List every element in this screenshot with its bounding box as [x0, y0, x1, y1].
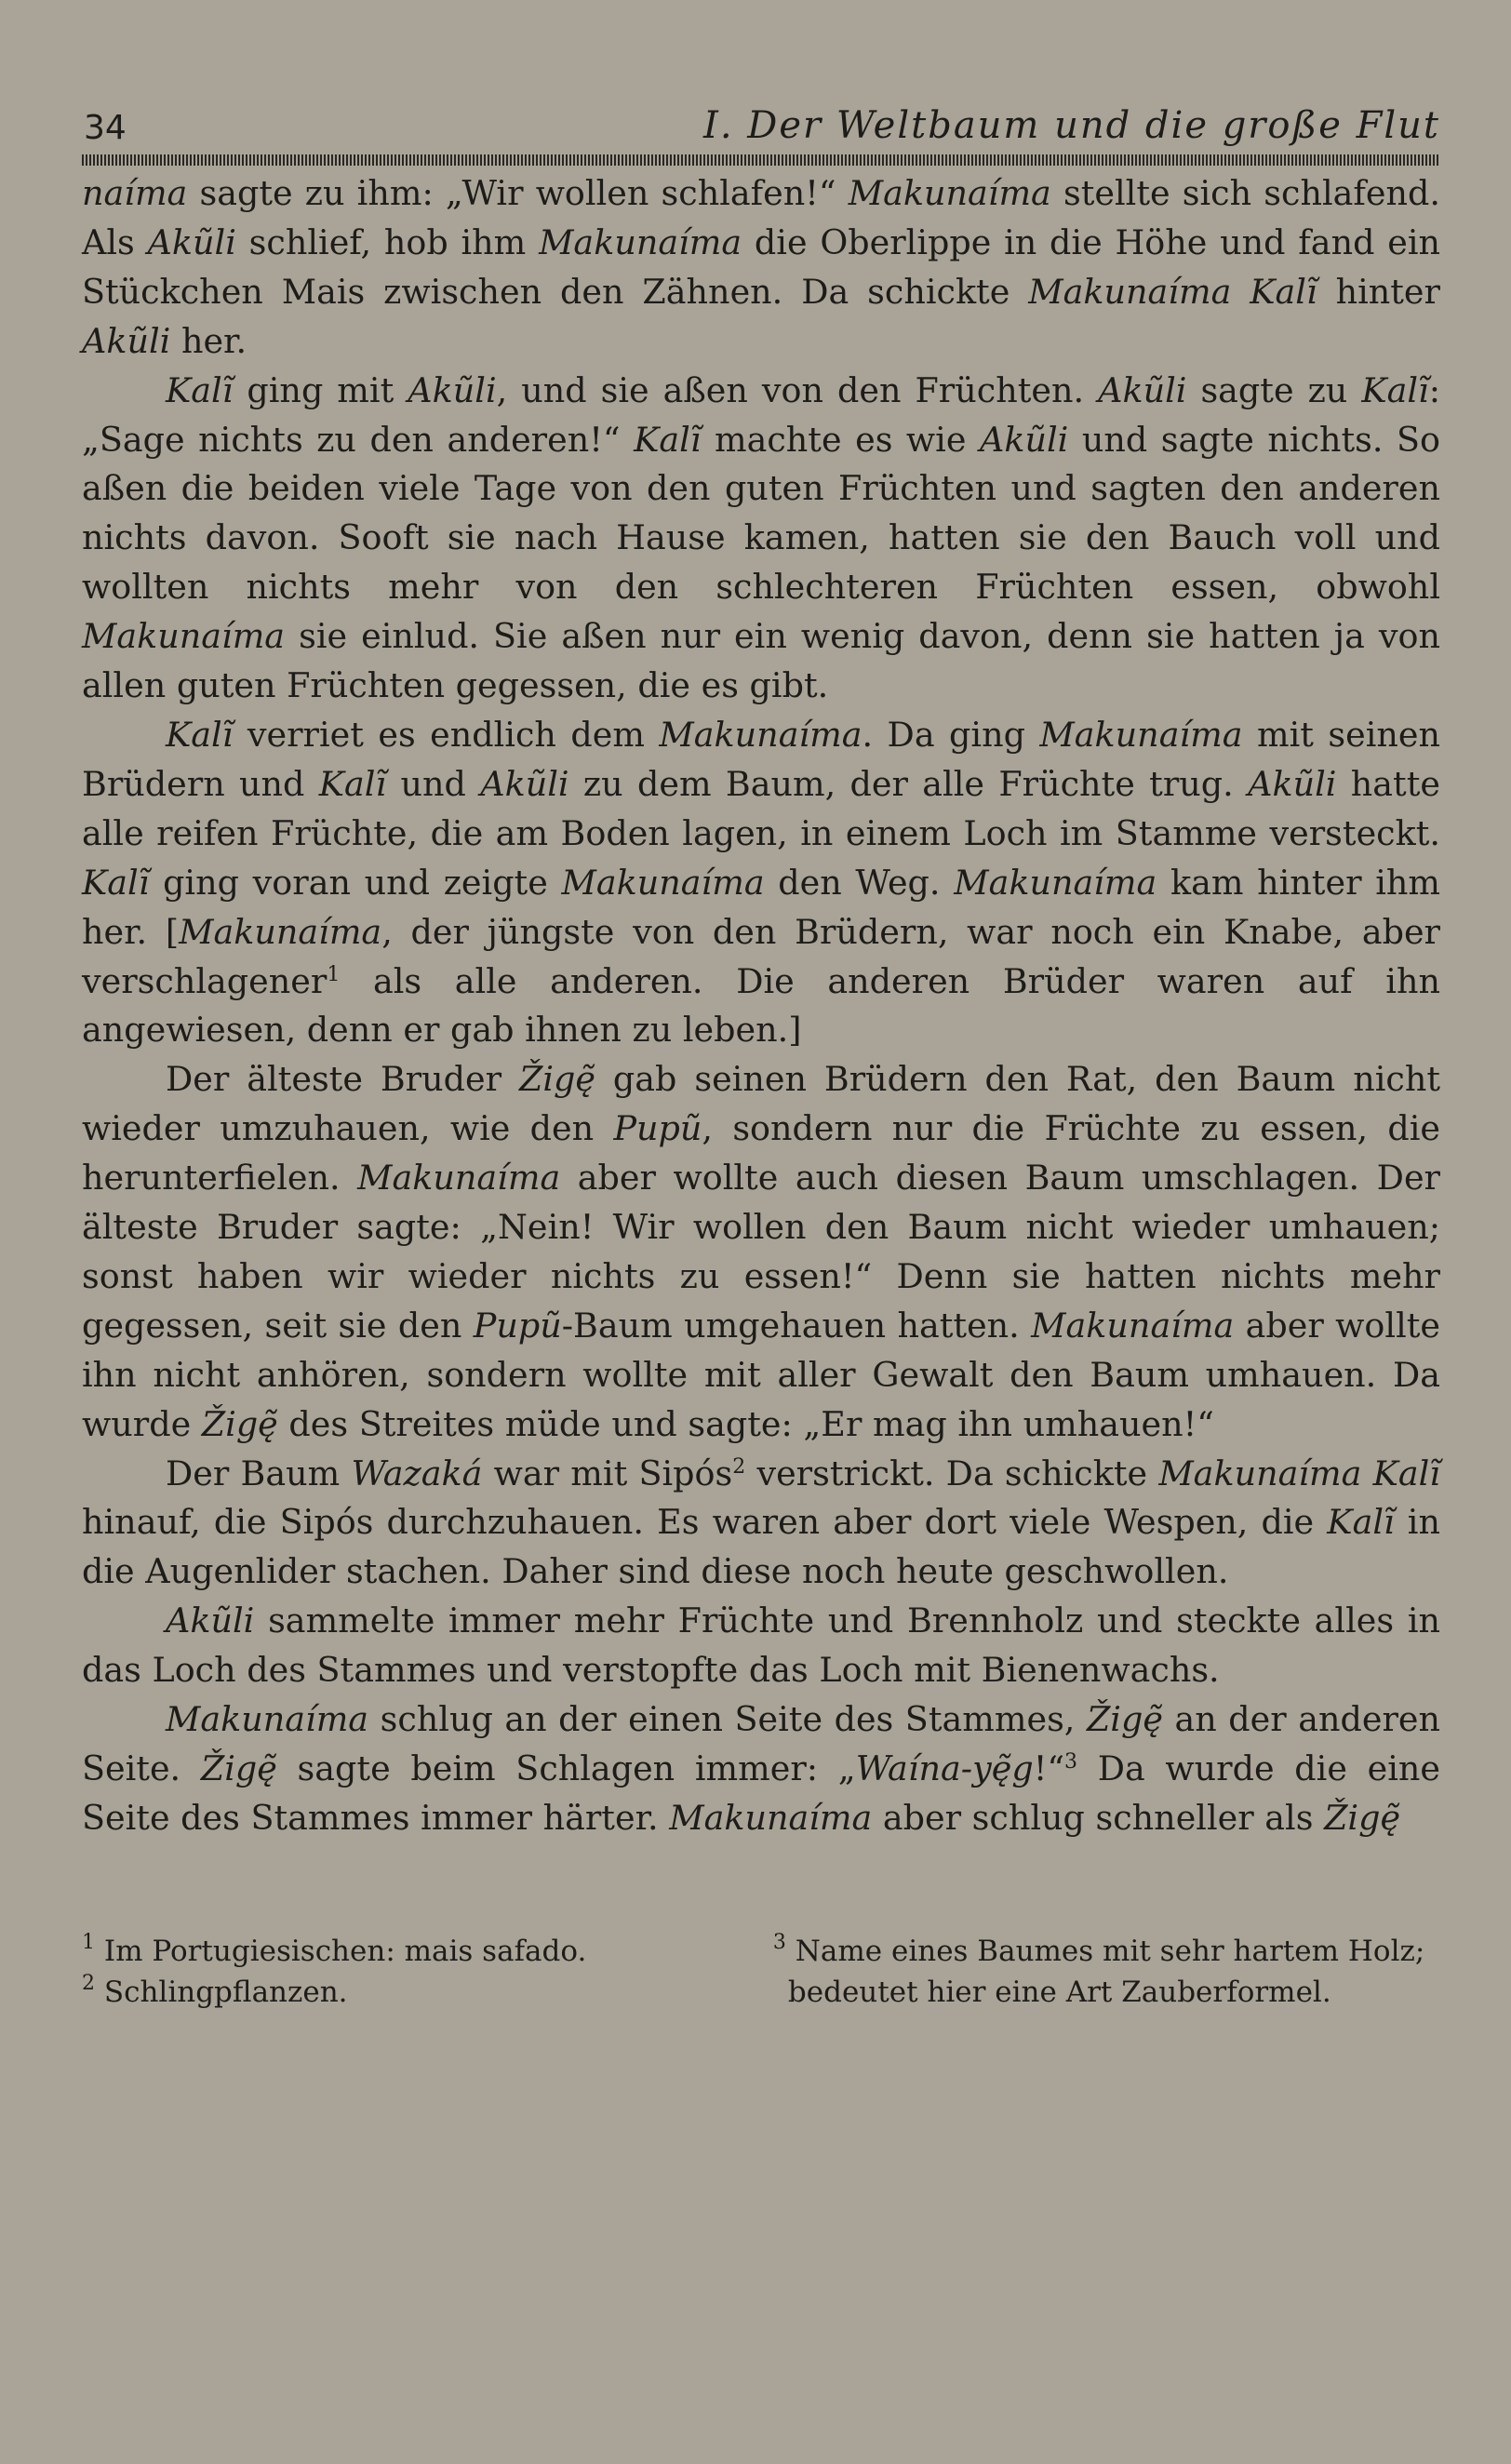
page-header — [82, 104, 1440, 154]
footnotes-right-column — [773, 1931, 1440, 2013]
footnote-ref-3: 3 — [1064, 1750, 1078, 1774]
page-number: 34 — [84, 109, 127, 147]
footnote-ref-2: 2 — [732, 1454, 746, 1479]
header-rule — [82, 154, 1440, 166]
footnote-2: $^2$ Schlingpflanzen. — [82, 1971, 348, 2009]
paragraph-4: Der älteste Bruder Žigę̃ gab seinen Brüdern den Rat, den Baum nicht wieder umzuhauen, wie den Pupũ, sondern nur die Früchte zu essen, die herunterfielen. Makunaíma aber wollte auch diesen Baum umschlagen. Der älteste Bruder sagte: „Nein! Wir wollen den Baum nicht wieder umhauen; sonst haben wir wieder nichts zu essen!“ Denn sie hatten nichts mehr gegessen, seit sie den Pupũ-Baum umgehauen hatten. Makunaíma aber wollte ihn nicht anhören, sondern wollte mit aller Gewalt den Baum umhauen. Da wurde Žigę̃ des Streites müde und sagte: „Er mag ihn umhauen!“ — [82, 1059, 1441, 1444]
running-title: I. Der Weltbaum und die große Flut — [703, 104, 1440, 147]
paragraph-1: naíma sagte zu ihm: „Wir wollen schlafen!“ Makunaíma stellte sich schlafend. Als Akũli schlief, hob ihm Makunaíma die Oberlippe in die Höhe und fand ein Stückchen Mais zwischen den Zähnen. Da schickte Makunaíma Kalĩ hinter Akũli her. — [82, 173, 1440, 361]
footnote-3-continued: bedeutet hier eine Art Zauberformel. — [787, 1975, 1331, 2009]
paragraph-3: Kalĩ verriet es endlich dem Makunaíma. Da ging Makunaíma mit seinen Brüdern und Kalĩ und Akũli zu dem Baum, der alle Früchte trug. Akũli hatte alle reifen Früchte, die am Boden lagen, in einem Loch im Stamme versteckt. Kalĩ ging voran und zeigte Makunaíma den Weg. Makunaíma kam hinter ihm her. [Makunaíma, der jüngste von den Brüdern, war noch ein Knabe, aber verschlagener$^1$ als alle anderen. Die anderen Brüder waren auf ihn angewiesen, denn er gab ihnen zu leben.] — [82, 714, 1440, 1051]
footnote-1: $^1$ Im Portugiesischen: mais safado. — [82, 1930, 587, 1968]
body-text — [82, 169, 1440, 1843]
footnotes — [82, 1931, 1440, 2013]
paragraph-7: Makunaíma schlug an der einen Seite des Stammes, Žigę̃ an der anderen Seite. Žigę̃ sagte beim Schlagen immer: „Waína-yę̃g!“$^3$ Da wurde die eine Seite des Stammes immer härter. Makunaíma aber schlug schneller als Žigę̃ — [82, 1699, 1441, 1838]
paragraph-6: Akũli sammelte immer mehr Früchte und Brennholz und steckte alles in das Loch des Stammes und verstopfte das Loch mit Bienenwachs. — [82, 1600, 1440, 1691]
paragraph-5: Der Baum Wazaká war mit Sipós$^2$ verstrickt. Da schickte Makunaíma Kalĩ hinauf, die Sipós durchzuhauen. Es waren aber dort viele Wespen, die Kalĩ in die Augenlider stachen. Daher sind diese noch heute geschwollen. — [82, 1453, 1440, 1592]
book-page — [82, 104, 1440, 2013]
footnote-ref-1: 1 — [327, 962, 341, 986]
footnote-3: $^3$ Name eines Baumes mit sehr hartem Holz; — [772, 1930, 1425, 1968]
footnotes-left-column — [82, 1931, 717, 2013]
paragraph-2: Kalĩ ging mit Akũli, und sie aßen von den Früchten. Akũli sagte zu Kalĩ: „Sage nichts zu den anderen!“ Kalĩ machte es wie Akũli und sagte nichts. So aßen die beiden viele Tage von den guten Früchten und sagten den anderen nichts davon. Sooft sie nach Hause kamen, hatten sie den Bauch voll und wollten nichts mehr von den schlechteren Früchten essen, obwohl Makunaíma sie einlud. Sie aßen nur ein wenig davon, denn sie hatten ja von allen guten Früchten gegessen, die es gibt. — [82, 369, 1441, 706]
